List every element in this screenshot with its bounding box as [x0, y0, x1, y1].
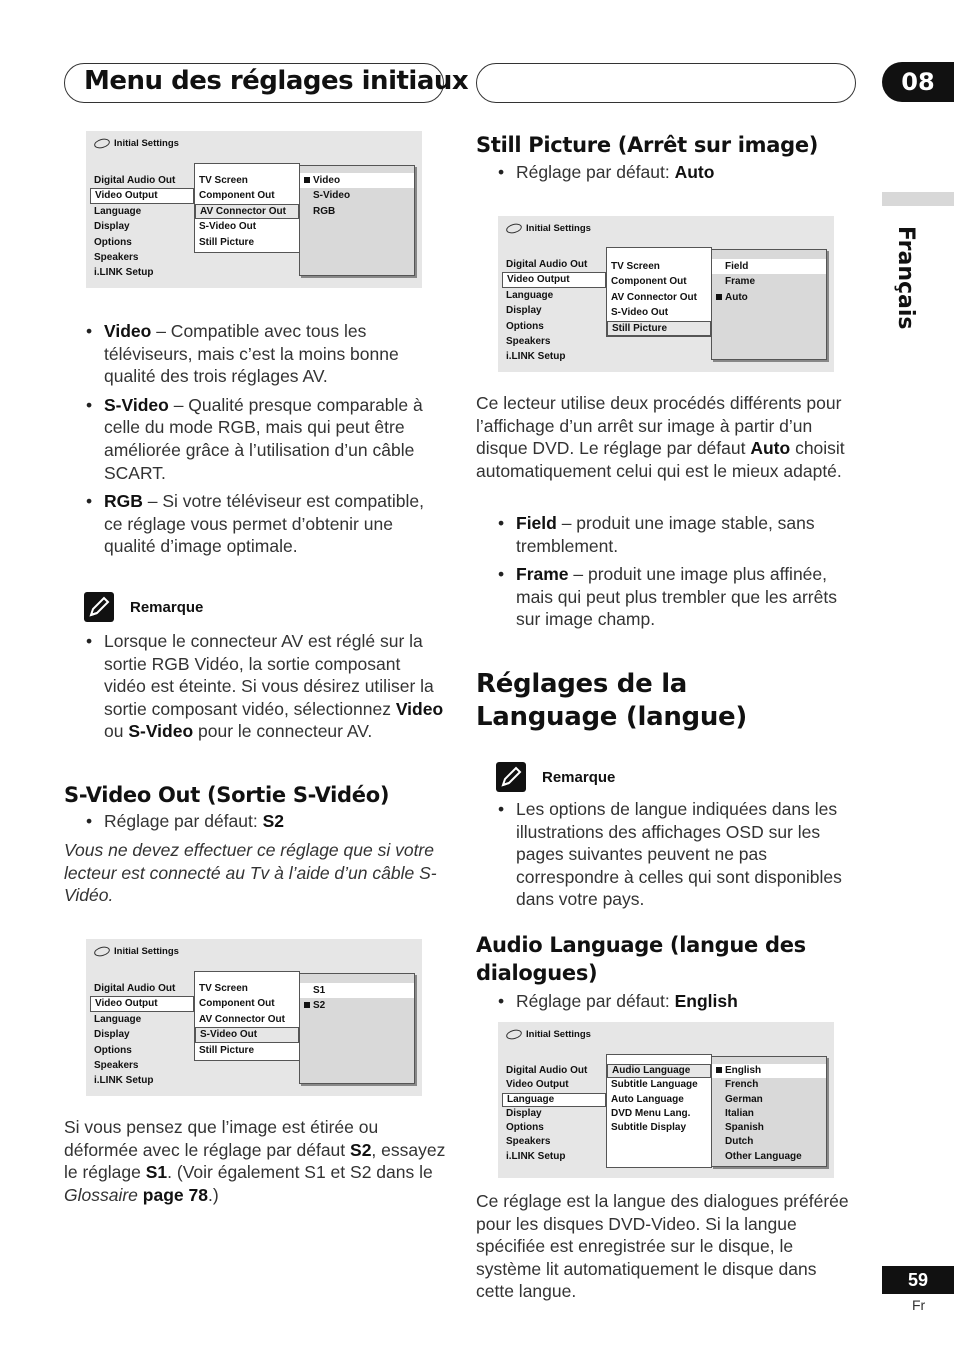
submenu-item: Subtitle Display [611, 1122, 687, 1134]
menu-item-selected: Video Output [90, 996, 194, 1011]
submenu-item: DVD Menu Lang. [611, 1107, 691, 1119]
language-tab [882, 192, 954, 206]
audio-default: • Réglage par défaut: English [496, 990, 856, 1013]
osd-screen-av-connector [86, 131, 422, 288]
menu-item: Digital Audio Out [506, 259, 588, 270]
option: RGB [313, 205, 336, 217]
submenu-item-selected: Still Picture [607, 321, 711, 336]
disc-icon [93, 945, 111, 958]
submenu-item: Component Out [199, 998, 275, 1010]
option: German [725, 1093, 763, 1105]
submenu-item-selected: AV Connector Out [195, 204, 299, 219]
menu-item: Language [94, 205, 142, 217]
selected-marker-icon [716, 294, 722, 300]
disc-icon [505, 222, 523, 235]
menu-item: i.LINK Setup [94, 267, 154, 279]
still-default: • Réglage par défaut: Auto [496, 161, 856, 184]
menu-item: Speakers [506, 1136, 551, 1148]
option-selected: English [712, 1064, 826, 1078]
option: S1 [300, 983, 414, 998]
selected-marker-icon [304, 1002, 310, 1008]
bullet-rgb: • RGB – Si votre téléviseur est compatible, ce réglage vous permet d’obtenir une qualité d’image optimale. [84, 490, 446, 558]
svideo-default: • Réglage par défaut: S2 [84, 810, 444, 833]
osd-title-text: Initial Settings [526, 1029, 591, 1040]
menu-item: Digital Audio Out [94, 175, 176, 186]
menu-item: Digital Audio Out [506, 1065, 588, 1076]
menu-item: Options [506, 320, 544, 332]
page-number: 59 [882, 1266, 954, 1294]
option: Spanish [725, 1122, 764, 1134]
osd-title-text: Initial Settings [114, 946, 179, 957]
note-icon [84, 592, 114, 622]
selected-marker-icon [716, 1067, 722, 1073]
submenu-item-selected: Audio Language [607, 1064, 711, 1078]
disc-icon [93, 137, 111, 150]
menu-item: Speakers [94, 1059, 139, 1071]
note-text: • Lorsque le connecteur AV est réglé sur la sortie RGB Vidéo, la sortie composant vidéo est éteinte. Si vous désirez utiliser la sortie composant vidéo, sélectionnez Video ou S-Video pour le connecteur AV. [84, 630, 446, 743]
option: Dutch [725, 1136, 754, 1148]
menu-item: Digital Audio Out [94, 983, 176, 994]
option: S-Video [313, 190, 351, 202]
s1-paragraph: Si vous pensez que l’image est étirée ou déformée avec le réglage par défaut S2, essayez le réglage S1. (Voir également S1 et S2 dans le Glossaire page 78.) [64, 1117, 446, 1205]
header-blank-frame [476, 63, 856, 103]
submenu-item: TV Screen [199, 175, 248, 186]
bullet-svideo: • S-Video – Qualité presque comparable à celle du mode RGB, mais qui peut être améliorée grâce à l’utilisation d’un câble SCART. [84, 394, 446, 484]
section-heading-svideo: S-Video Out (Sortie S-Vidéo) [64, 783, 390, 807]
submenu-item: Still Picture [199, 236, 255, 248]
osd-screen-svideo-out [86, 939, 422, 1096]
osd-title-text: Initial Settings [526, 223, 591, 234]
svideo-italic-note: Vous ne devez effectuer ce réglage que si votre lecteur est connecté au Tv à l’aide d’un câble S-Vidéo. [64, 840, 437, 906]
option: Other Language [725, 1150, 802, 1162]
bullet-frame: • Frame – produit une image plus affinée, mais qui peut plus trembler que les arrêts sur image champ. [496, 563, 858, 631]
menu-item-selected: Video Output [90, 188, 194, 203]
osd-title [506, 1029, 591, 1040]
note-label: Remarque [542, 769, 616, 786]
note-label: Remarque [130, 599, 204, 616]
menu-item: Options [94, 236, 132, 248]
submenu-item: Auto Language [611, 1093, 684, 1105]
option: Field [712, 259, 826, 274]
submenu-item: TV Screen [611, 261, 660, 272]
menu-item: Display [506, 1107, 542, 1119]
note-text: • Les options de langue indiquées dans les illustrations des affichages OSD sur les pages suivantes peuvent ne pas correspondre à celles qui sont disponibles dans votre pays. [496, 798, 858, 911]
option-selected: Video [300, 173, 414, 188]
bullet-video: • Video – Compatible avec tous les téléviseurs, mais c’est la moins bonne qualité des trois réglages AV. [84, 320, 446, 388]
osd-title [94, 138, 179, 149]
option: French [725, 1079, 759, 1091]
language-code: Fr [912, 1297, 926, 1313]
submenu-item: AV Connector Out [611, 291, 697, 303]
menu-item: Display [94, 221, 130, 233]
submenu-item: S-Video Out [199, 221, 257, 233]
osd-title-text: Initial Settings [114, 138, 179, 149]
section-heading-audio-language: Audio Language (langue des dialogues) [476, 933, 806, 985]
page-title: Menu des réglages initiaux [84, 66, 469, 96]
submenu-item-selected: S-Video Out [195, 1027, 299, 1042]
bullet-field: • Field – produit une image stable, sans tremblement. [496, 512, 858, 557]
submenu-item: S-Video Out [611, 307, 669, 319]
menu-item: Display [94, 1029, 130, 1041]
submenu-item: Subtitle Language [611, 1079, 698, 1091]
still-paragraph: Ce lecteur utilise deux procédés différents pour l’affichage d’un arrêt sur image à partir d’un disque DVD. Le réglage par défaut Auto choisit automatiquement celui qui est le mieux adapté. [476, 393, 845, 481]
menu-item-selected: Language [502, 1093, 606, 1107]
submenu-item: Still Picture [199, 1044, 255, 1056]
menu-item-selected: Video Output [502, 272, 606, 287]
submenu-item: TV Screen [199, 983, 248, 994]
menu-item: Speakers [94, 251, 139, 263]
menu-item: Speakers [506, 335, 551, 347]
option-selected: S2 [300, 998, 414, 1013]
menu-item: Language [94, 1013, 142, 1025]
audio-paragraph: Ce réglage est la langue des dialogues préférée pour les disques DVD-Video. Si la langue spécifiée est enregistrée sur le disque, le système lit automatiquement le disque dans cette langue. [476, 1191, 849, 1302]
osd-title [506, 223, 591, 234]
section-heading-still-picture: Still Picture (Arrêt sur image) [476, 133, 819, 157]
language-label: Français [893, 226, 918, 330]
option-selected: Auto [712, 290, 826, 305]
submenu-item: Component Out [611, 276, 687, 288]
note-icon [496, 762, 526, 792]
option: Frame [725, 276, 756, 288]
menu-item: i.LINK Setup [94, 1075, 154, 1087]
selected-marker-icon [304, 177, 310, 183]
menu-item: Options [94, 1044, 132, 1056]
submenu-item: AV Connector Out [199, 1013, 285, 1025]
submenu-item: Component Out [199, 190, 275, 202]
menu-item: i.LINK Setup [506, 1150, 566, 1162]
menu-item: Display [506, 305, 542, 317]
osd-screen-still-picture [498, 216, 834, 372]
option: Italian [725, 1107, 754, 1119]
menu-item: Video Output [506, 1079, 569, 1091]
menu-item: i.LINK Setup [506, 351, 566, 363]
chapter-number: 08 [882, 62, 954, 102]
menu-item: Language [506, 289, 554, 301]
osd-screen-audio-language [498, 1022, 834, 1178]
osd-title [94, 946, 179, 957]
section-heading-language: Réglages de la Language (langue) [476, 669, 747, 732]
disc-icon [505, 1028, 523, 1041]
menu-item: Options [506, 1122, 544, 1134]
